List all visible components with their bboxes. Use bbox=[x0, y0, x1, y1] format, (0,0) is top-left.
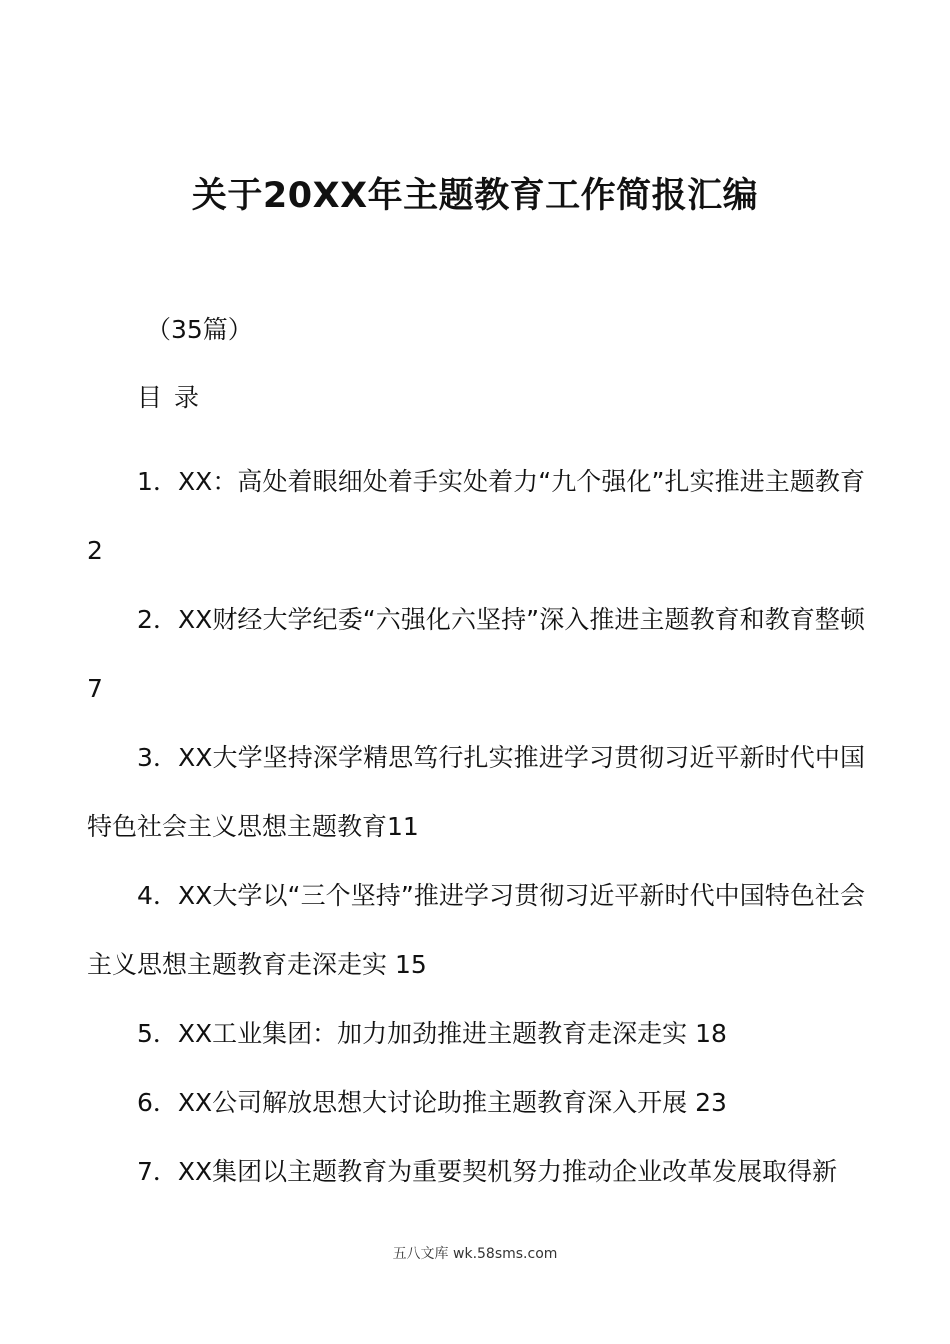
toc-item-5[interactable]: 5．XX工业集团：加力加劲推进主题教育走深走实 18 bbox=[137, 1019, 727, 1048]
document-title: 关于20XX年主题教育工作简报汇编 bbox=[191, 176, 759, 216]
toc-item-6[interactable]: 6．XX公司解放思想大讨论助推主题教育深入开展 23 bbox=[137, 1088, 727, 1117]
article-count: （35篇） bbox=[146, 315, 253, 344]
toc-item-4[interactable]: 4．XX大学以“三个坚持”推进学习贯彻习近平新时代中国特色社会主义思想主题教育走深走实 15 bbox=[87, 881, 865, 979]
toc-item-2[interactable]: 2．XX财经大学纪委“六强化六坚持”深入推进主题教育和教育整顿 7 bbox=[87, 605, 865, 703]
toc-heading: 目 录 bbox=[137, 383, 201, 412]
footer-watermark: 五八文库 wk.58sms.com bbox=[392, 1246, 558, 1262]
toc-item-3[interactable]: 3．XX大学坚持深学精思笃行扎实推进学习贯彻习近平新时代中国特色社会主义思想主题教育11 bbox=[87, 743, 865, 841]
toc-item-7[interactable]: 7．XX集团以主题教育为重要契机努力推动企业改革发展取得新 bbox=[137, 1157, 838, 1186]
toc-list bbox=[87, 447, 865, 1206]
toc-item-1[interactable]: 1．XX：高处着眼细处着手实处着力“九个强化”扎实推进主题教育 2 bbox=[87, 467, 865, 565]
